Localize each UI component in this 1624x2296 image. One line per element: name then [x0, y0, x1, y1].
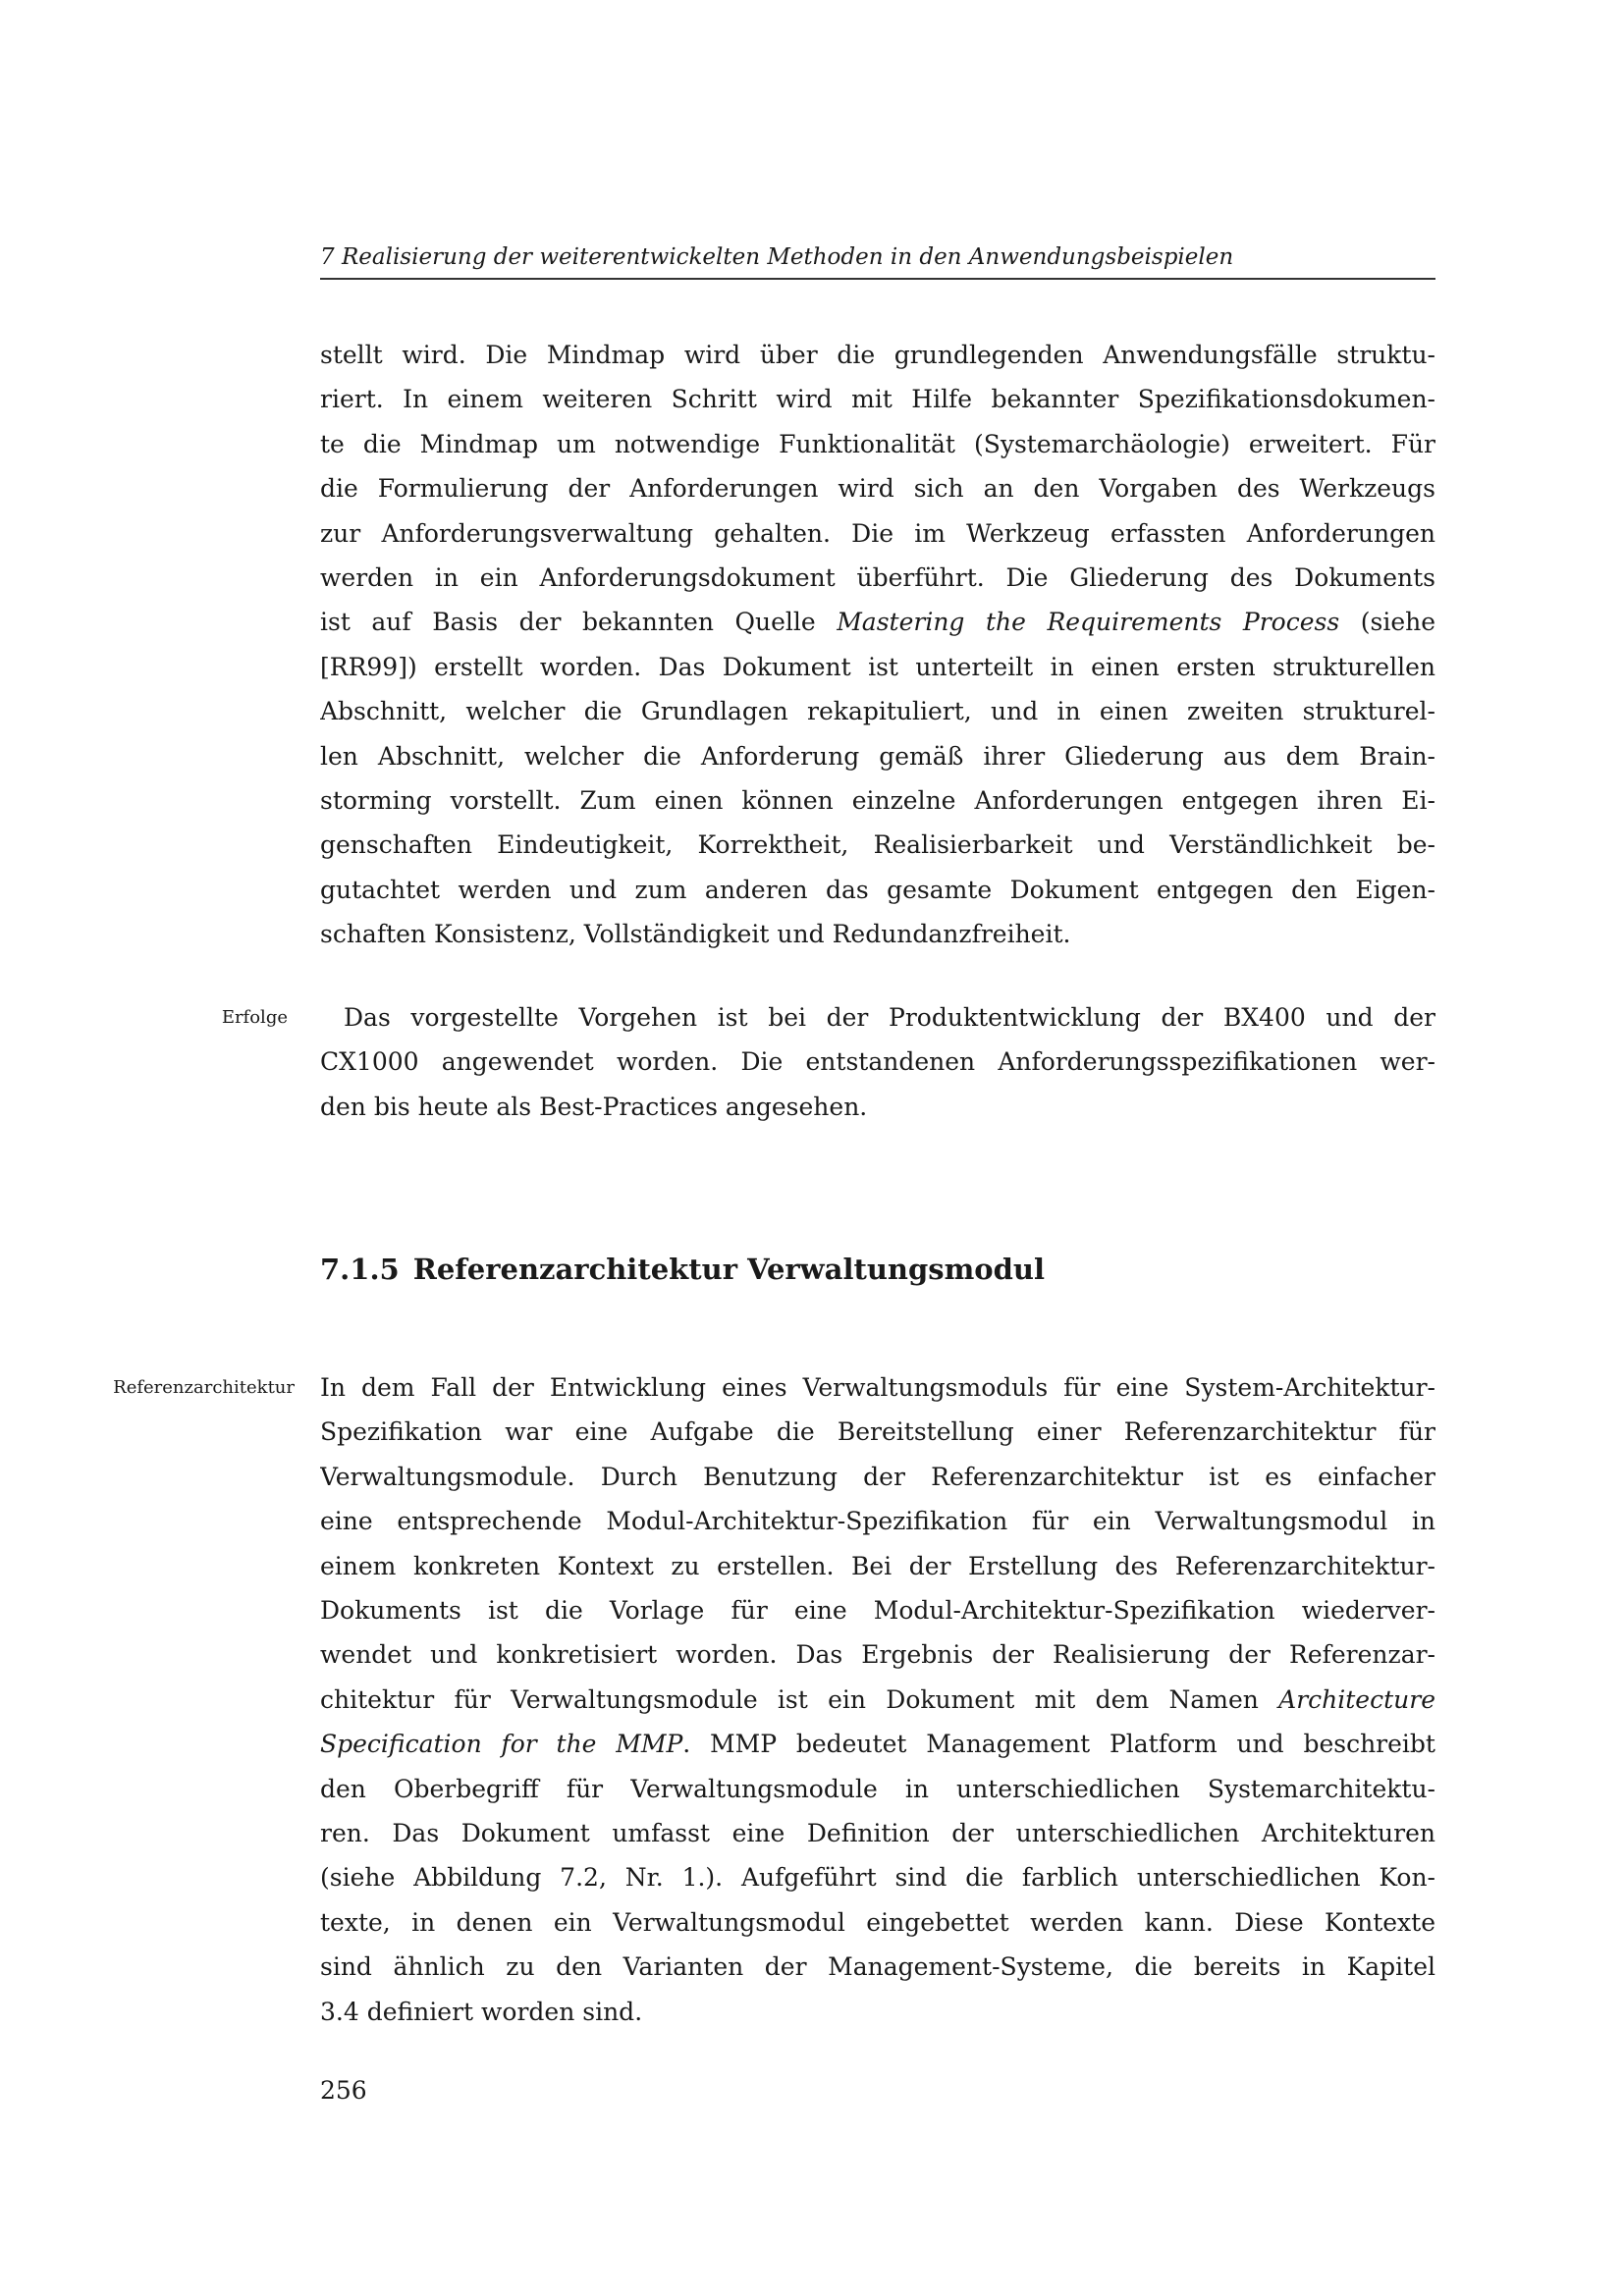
text-line: [320, 1499, 1435, 1543]
text-line: [320, 377, 1435, 421]
text-line: [320, 1632, 1435, 1677]
text-segment: [RR99]) erstellt worden. Das Dokument ist unterteilt in einen ersten strukturellen: [320, 652, 1435, 681]
text-line: [320, 645, 1435, 689]
text-segment: (siehe Abbildung 7.2, Nr. 1.). Aufgeführt sind die farblich unterschiedlichen Kon-: [320, 1863, 1435, 1893]
text-line: [320, 1085, 1435, 1129]
text-segment: CX1000 angewendet worden. Die entstandenen Anforderungsspezifikationen wer-: [320, 1047, 1435, 1077]
text-segment: storming vorstellt. Zum einen können einzelne Anforderungen entgegen ihren Ei-: [320, 786, 1435, 816]
text-line: [320, 1900, 1435, 1945]
text-line: [320, 1767, 1435, 1811]
text-line: [320, 1678, 1435, 1722]
text-line: [320, 823, 1435, 867]
text-segment: (siehe: [1339, 608, 1435, 637]
text-segment: genschaften Eindeutigkeit, Korrektheit, Realisierbarkeit und Verständlichkeit be-: [320, 830, 1435, 860]
text-segment: den bis heute als Best-Practices angesehen.: [320, 1092, 868, 1121]
italic-text: Architecture: [1278, 1684, 1435, 1714]
text-segment: 3.4 definiert worden sind.: [320, 1997, 643, 2026]
text-line: [320, 1811, 1435, 1855]
text-segment: Das vorgestellte Vorgehen ist bei der Produktentwicklung der BX400 und der: [344, 1003, 1435, 1032]
paragraph-referenzarchitektur: [320, 1365, 1435, 2034]
text-segment: werden in ein Anforderungsdokument überführt. Die Gliederung des Dokuments: [320, 563, 1435, 593]
running-head: 7 Realisierung der weiterentwickelten Methoden in den Anwendungsbeispielen: [320, 244, 1234, 270]
text-line: [320, 1544, 1435, 1588]
text-line: [320, 600, 1435, 644]
text-line: [320, 1040, 1435, 1084]
text-line: [320, 1455, 1435, 1499]
page-number: 256: [320, 2076, 367, 2105]
text-segment: einem konkreten Kontext zu erstellen. Bei der Erstellung des Referenzarchitektur-: [320, 1551, 1435, 1580]
text-segment: riert. In einem weiteren Schritt wird mit Hilfe bekannter Spezifikationsdokumen-: [320, 385, 1435, 414]
text-segment: zur Anforderungsverwaltung gehalten. Die im Werkzeug erfassten Anforderungen: [320, 518, 1435, 548]
text-segment: ist auf Basis der bekannten Quelle: [320, 608, 838, 637]
text-line: [320, 1722, 1435, 1766]
paragraph-requirements: [320, 333, 1435, 957]
text-line: [320, 422, 1435, 466]
text-line: [320, 556, 1435, 600]
section-heading: [320, 1251, 1045, 1288]
text-segment: wendet und konkretisiert worden. Das Ergebnis der Realisierung der Referenzar-: [320, 1640, 1435, 1670]
text-segment: eine entsprechende Modul-Architektur-Spezifikation für ein Verwaltungsmodul in: [320, 1507, 1435, 1536]
text-line: [320, 1410, 1435, 1454]
text-line: [320, 689, 1435, 733]
text-segment: die Formulierung der Anforderungen wird sich an den Vorgaben des Werkzeugs: [320, 474, 1435, 504]
text-line: [320, 466, 1435, 510]
text-segment: ren. Das Dokument umfasst eine Definition der unterschiedlichen Architekturen: [320, 1819, 1435, 1848]
text-line: [320, 995, 1435, 1040]
margin-note-referenzarchitektur: Referenzarchitektur: [113, 1377, 295, 1398]
text-line: [320, 333, 1435, 377]
text-segment: Spezifikation war eine Aufgabe die Bereitstellung einer Referenzarchitektur für: [320, 1417, 1435, 1447]
header-rule: [320, 278, 1435, 280]
italic-text: Specification for the MMP: [320, 1730, 683, 1759]
text-segment: Verwaltungsmodule. Durch Benutzung der Referenzarchitektur ist es einfacher: [320, 1462, 1435, 1491]
text-line: [320, 511, 1435, 556]
paragraph-erfolge: [320, 995, 1435, 1129]
text-line: [320, 868, 1435, 912]
text-segment: den Oberbegriff für Verwaltungsmodule in unterschiedlichen Systemarchitektu-: [320, 1774, 1435, 1803]
italic-text: Mastering the Requirements Process: [837, 608, 1340, 637]
text-segment: te die Mindmap um notwendige Funktionalität (Systemarchäologie) erweitert. Für: [320, 429, 1435, 458]
text-segment: Dokuments ist die Vorlage für eine Modul-Architektur-Spezifikation wiederver-: [320, 1596, 1435, 1626]
text-line: [320, 1588, 1435, 1632]
text-line: [320, 1945, 1435, 1989]
section-number: 7.1.5: [320, 1253, 400, 1286]
text-segment: Abschnitt, welcher die Grundlagen rekapituliert, und in einen zweiten strukturel-: [320, 697, 1435, 726]
text-segment: gutachtet werden und zum anderen das gesamte Dokument entgegen den Eigen-: [320, 875, 1435, 904]
text-segment: chitektur für Verwaltungsmodule ist ein Dokument mit dem Namen: [320, 1684, 1279, 1714]
margin-note-erfolge: Erfolge: [221, 1007, 288, 1028]
text-segment: . MMP bedeutet Management Platform und beschreibt: [682, 1730, 1435, 1759]
text-segment: sind ähnlich zu den Varianten der Management-Systeme, die bereits in Kapitel: [320, 1952, 1435, 1982]
section-title: Referenzarchitektur Verwaltungsmodul: [412, 1253, 1046, 1286]
text-segment: In dem Fall der Entwicklung eines Verwaltungsmoduls für eine System-Architektur-: [320, 1373, 1435, 1402]
text-segment: stellt wird. Die Mindmap wird über die grundlegenden Anwendungsfälle struktu-: [320, 341, 1435, 369]
text-line: [320, 1855, 1435, 1899]
text-line: [320, 778, 1435, 823]
text-line: [320, 734, 1435, 778]
text-segment: len Abschnitt, welcher die Anforderung gemäß ihrer Gliederung aus dem Brain-: [320, 741, 1435, 771]
text-line: [320, 1990, 1435, 2034]
text-segment: texte, in denen ein Verwaltungsmodul eingebettet werden kann. Diese Kontexte: [320, 1907, 1435, 1937]
text-segment: schaften Konsistenz, Vollständigkeit und Redundanzfreiheit.: [320, 920, 1071, 949]
text-line: [320, 1365, 1435, 1410]
text-line: [320, 912, 1435, 956]
